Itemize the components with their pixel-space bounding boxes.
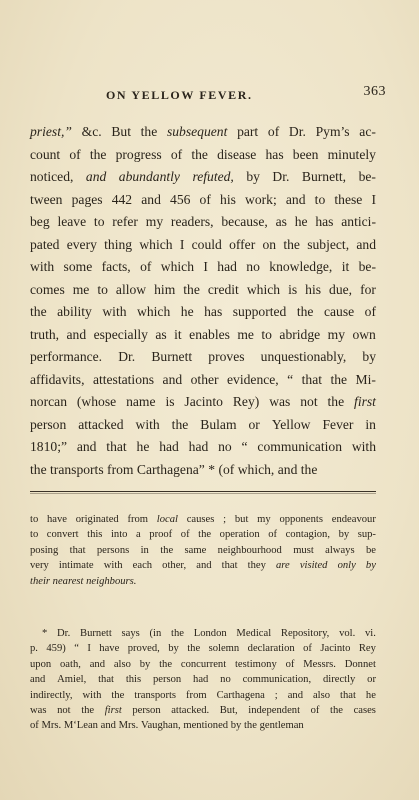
footnote-divider (30, 491, 376, 492)
running-title: ON YELLOW FEVER. (106, 88, 253, 102)
page-number: 363 (363, 84, 386, 99)
footnote-line: was not the first person attacked. But, independent of the cases (30, 704, 376, 716)
footnote-star (30, 626, 376, 734)
text-line: affidavits, attestations and other evidence, “ that the Mi- (30, 371, 376, 387)
text-line: performance. Dr. Burnett proves unquestionably, by (30, 349, 376, 364)
footnote-line: very intimate with each other, and that they are visited only by (30, 560, 376, 572)
footnote-line: to have originated from local causes ; but my opponents endeavour (30, 514, 376, 525)
text-line: beg leave to refer my readers, because, as he has antici- (30, 214, 376, 229)
text-line: norcan (whose name is Jacinto Rey) was not the first (30, 394, 376, 409)
text-line: noticed, and abundantly refuted, by Dr. Burnett, be- (30, 169, 376, 184)
footnote-line: posing that persons in the same neighbourhood must always be (30, 544, 376, 556)
text-line: with some facts, of which I had no knowledge, it be- (30, 259, 376, 274)
footnote-line: * Dr. Burnett says (in the London Medical Repository, vol. vi. (42, 628, 376, 639)
text-line: count of the progress of the disease has been minutely (30, 146, 376, 162)
footnote-line: to convert this into a proof of the operation of contagion, by sup- (30, 529, 376, 541)
text-line: tween pages 442 and 456 of his work; and to these I (30, 191, 376, 207)
footnote-line: their nearest neighbours. (30, 575, 137, 587)
text-line: the transports from Carthagena” * (of which, and the (30, 461, 318, 477)
text-line: pated every thing which I could offer on the subject, and (30, 236, 376, 252)
footnote-line: upon oath, and also by the concurrent testimony of Messrs. Donnet (30, 658, 376, 670)
text-line: person attacked with the Bulam or Yellow Fever in (30, 416, 376, 432)
text-line: comes me to allow him the credit which is his due, for (30, 281, 376, 297)
page-header (30, 84, 388, 108)
text-line: truth, and especially as it enables me to abridge my own (30, 326, 376, 342)
main-text (30, 121, 376, 481)
footnote-line: of Mrs. M‘Lean and Mrs. Vaughan, mentioned by the gentleman (30, 720, 304, 732)
text-line: 1810;” and that he had had no “ communication with (30, 439, 376, 454)
text-line: the ability with which he has supported the cause of (30, 304, 376, 319)
text-line: priest,” &c. But the subsequent part of Dr. Pym’s ac- (30, 124, 376, 139)
footnote-line: indirectly, with the transports from Carthagena ; and also that he (30, 689, 376, 701)
footnote-divider-shadow (30, 493, 376, 494)
footnote-continued (30, 512, 376, 589)
footnote-line: and Amiel, that this person had no communication, directly or (30, 674, 376, 686)
footnote-line: p. 459) “ I have proved, by the solemn declaration of Jacinto Rey (30, 643, 376, 655)
